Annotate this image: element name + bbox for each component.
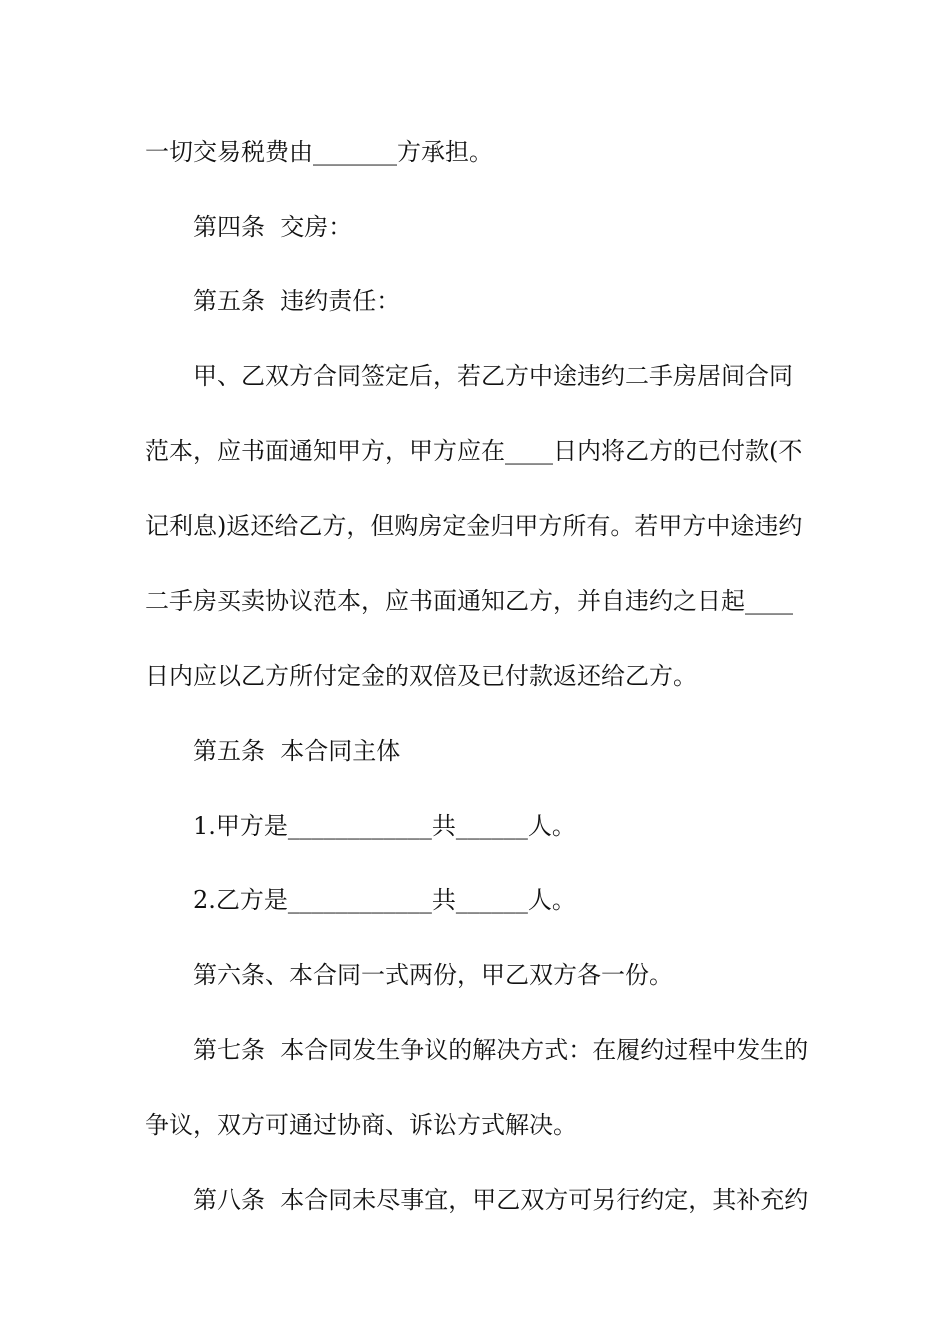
heading-article-4: 第四条 交房：: [193, 213, 353, 241]
paragraph-line: 争议，双方可通过协商、诉讼方式解决。: [145, 1111, 577, 1139]
list-item-party-b: 2.乙方是____________共______人。: [193, 886, 576, 914]
heading-article-8: 第八条 本合同未尽事宜，甲乙双方可另行约定，其补充约: [193, 1186, 809, 1214]
paragraph-line: 二手房买卖协议范本，应书面通知乙方，并自违约之日起____: [145, 587, 793, 615]
paragraph-line: 记利息)返还给乙方，但购房定金归甲方所有。若甲方中途违约: [145, 512, 803, 540]
list-item-party-a: 1.甲方是____________共______人。: [193, 812, 576, 840]
paragraph-line: 甲、乙双方合同签定后，若乙方中途违约二手房居间合同: [193, 362, 793, 390]
paragraph-line: 范本，应书面通知甲方，甲方应在____日内将乙方的已付款(不: [145, 437, 803, 465]
heading-article-7: 第七条 本合同发生争议的解决方式：在履约过程中发生的: [193, 1036, 809, 1064]
heading-article-5-parties: 第五条 本合同主体: [193, 737, 401, 765]
heading-article-5-liability: 第五条 违约责任：: [193, 287, 401, 315]
paragraph-line: 日内应以乙方所付定金的双倍及已付款返还给乙方。: [145, 662, 697, 690]
heading-article-6: 第六条、本合同一式两份，甲乙双方各一份。: [193, 961, 673, 989]
text-line-tax: 一切交易税费由_______方承担。: [145, 138, 493, 166]
